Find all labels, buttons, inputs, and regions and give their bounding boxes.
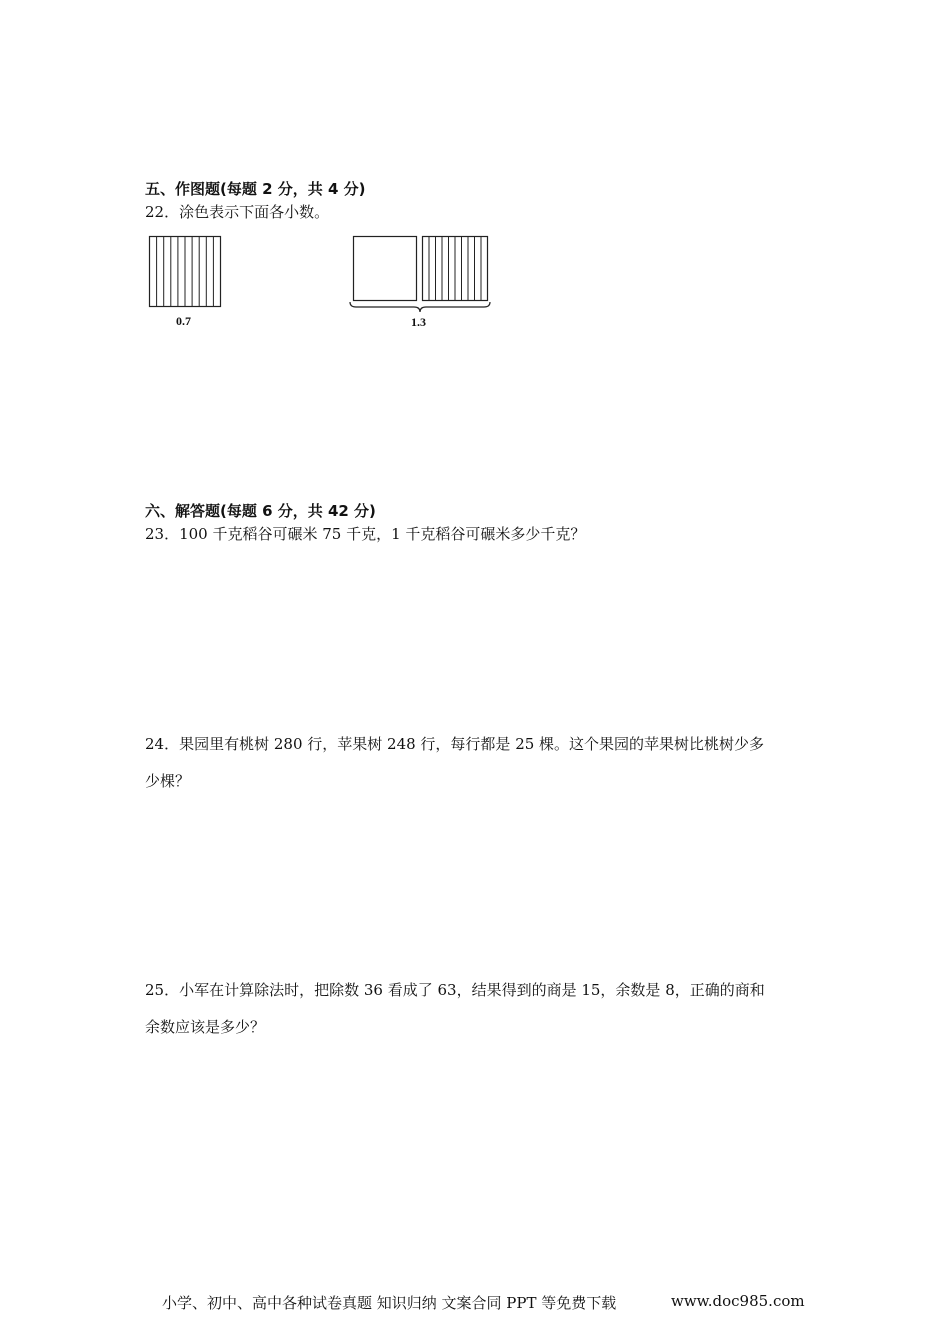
- question-24-line-1: 24．果园里有桃树 280 行，苹果树 248 行，每行都是 25 棵。这个果园的苹果树比桃树少多: [145, 735, 765, 753]
- section-five-heading: 五、作图题(每题 2 分，共 4 分): [145, 180, 366, 198]
- section-six-heading: 六、解答题(每题 6 分，共 42 分): [145, 502, 376, 520]
- question-22: 22．涂色表示下面各小数。: [145, 203, 330, 221]
- brace-icon: [350, 302, 490, 312]
- question-24-line-2: 少棵？: [145, 772, 191, 790]
- decimal-figure-1-3: [346, 232, 496, 318]
- figure-label-1-3: 1.3: [411, 315, 426, 329]
- footer-url[interactable]: www.doc985.com: [671, 1292, 805, 1310]
- question-25-line-2: 余数应该是多少？: [145, 1018, 266, 1036]
- question-25-line-1: 25．小军在计算除法时，把除数 36 看成了 63，结果得到的商是 15，余数是 8，正确的商和: [145, 981, 765, 999]
- figure-label-0-7: 0.7: [176, 314, 191, 328]
- decimal-figure-0-7: [145, 232, 225, 308]
- footer-text: 小学、初中、高中各种试卷真题 知识归纳 文案合同 PPT 等免费下载: [162, 1294, 617, 1312]
- question-23: 23．100 千克稻谷可碾米 75 千克，1 千克稻谷可碾米多少千克？: [145, 525, 586, 543]
